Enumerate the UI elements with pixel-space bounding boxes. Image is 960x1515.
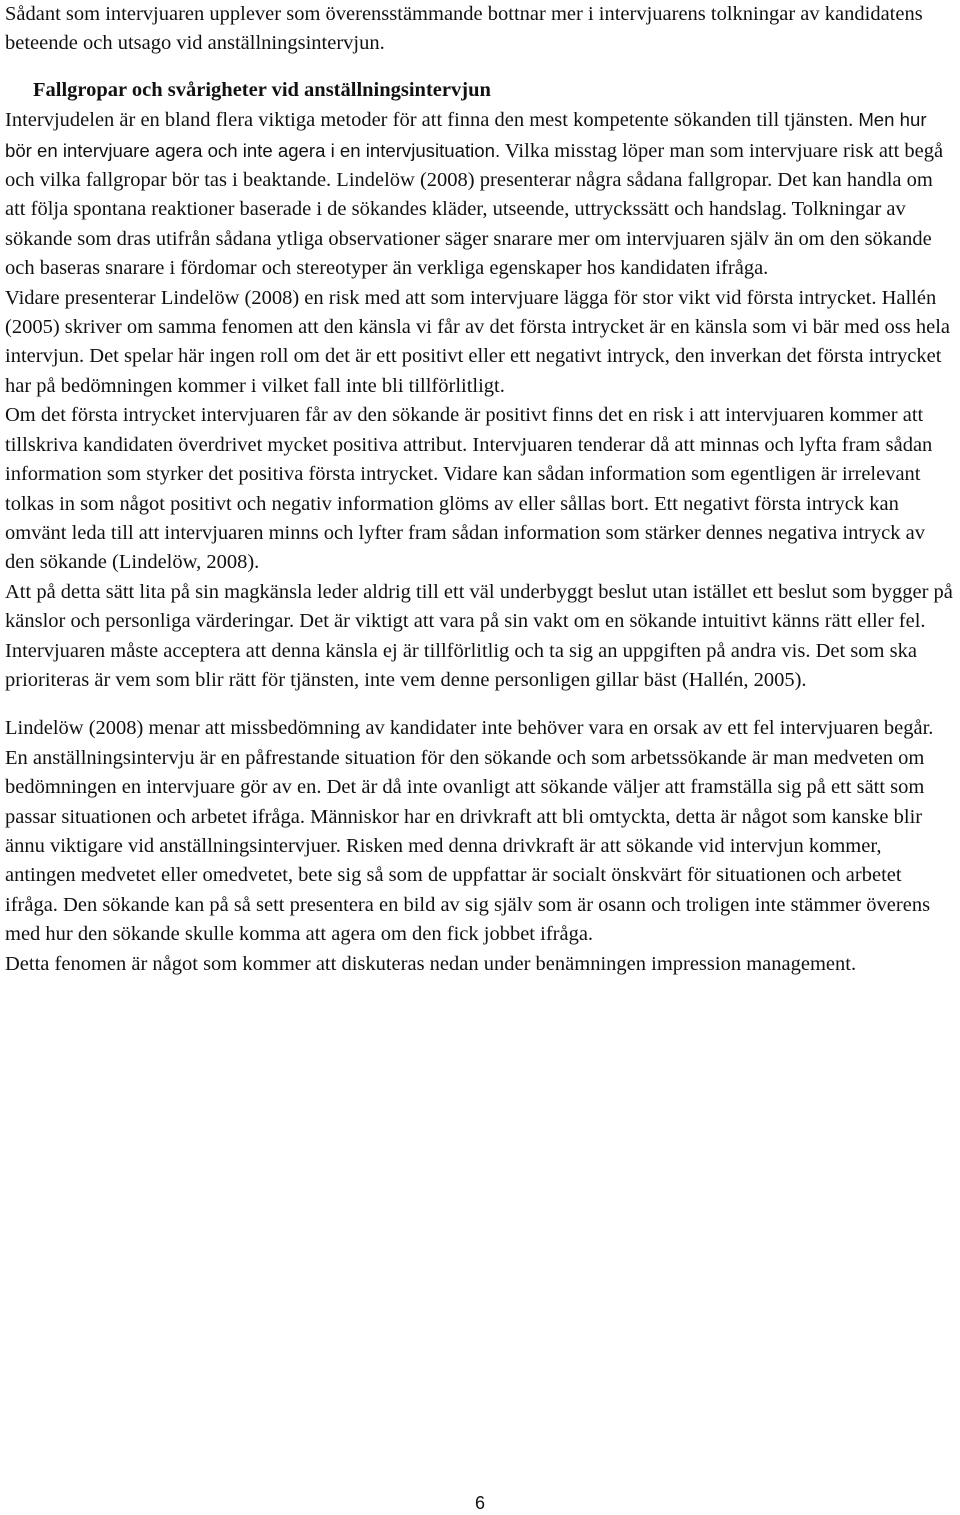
paragraph-5: Lindelöw (2008) menar att missbedömning av kandidater inte behöver vara en orsak av ett fel intervjuaren begår. En anställningsintervju är en påfrestande situation för den sökande och som arbetssökande är man medveten om bedömningen en intervjuare gör av en. Det är då inte ovanligt att sökande väljer att framställa sig på ett sätt som passar situationen och arbetet ifråga. Människor har en drivkraft att bli omtyckta, detta är något som kanske blir ännu viktigare vid anställningsintervjuer. Risken med denna drivkraft är att sökande vid intervjun kommer, antingen medvetet eller omedvetet, bete sig så som de uppfattar är socialt önskvärt för situationen och arbetet ifråga. Den sökande kan på så sett presentera en bild av sig själv som är osann och troligen inte stämmer överens med hur den sökande skulle komma att agera om den fick jobbet ifråga.	[5, 717, 934, 946]
paragraph-3: Om det första intrycket intervjuaren får av den sökande är positivt finns det en risk i att intervjuaren kommer att tillskriva kandidaten överdrivet mycket positiva attribut. Intervjuaren tenderar då att minnas och lyfta fram sådan information som styrker det positiva första intrycket. Vidare kan sådan information som egentligen är irrelevant tolkas in som något positivt och negativ information glöms av eller sållas bort. Ett negativt första intryck kan omvänt leda till att intervjuaren minns och lyfter fram sådan information som stärker dennes negativa intryck av den sökande (Lindelöw, 2008).	[5, 404, 933, 574]
paragraph-1-part-b: Men hur bör en intervjuare agera och inte agera i en intervjusituation.	[5, 109, 927, 161]
document-page	[5, 0, 957, 979]
paragraph-1-part-c: Vilka misstag löper man som intervjuare risk att begå och vilka fallgropar bör tas i beaktande. Lindelöw (2008) presenterar några sådana fallgropar. Det kan handla om att följa spontana reaktioner baserade i de sökandes kläder, utseende, uttryckssätt och handslag. Tolkningar av sökande som dras utifrån sådana ytliga observationer säger snarare mer om intervjuaren själv än om den sökande och baseras snarare i fördomar och stereotyper än verkliga egenskaper hos kandidaten ifråga.	[5, 139, 944, 280]
intro-paragraph: Sådant som intervjuaren upplever som överensstämmande bottnar mer i intervjuarens tolkningar av kandidatens beteende och utsago vid anställningsintervjun.	[5, 3, 923, 55]
paragraph-2: Vidare presenterar Lindelöw (2008) en risk med att som intervjuare lägga för stor vikt vid första intrycket. Hallén (2005) skriver om samma fenomen att den känsla vi får av det första intrycket är en känsla som vi bär med oss hela intervjun. Det spelar här ingen roll om det är ett positivt eller ett negativt intryck, den inverkan det första intrycket har på bedömningen kommer i vilket fall inte bli tillförlitligt.	[5, 286, 950, 397]
paragraph-6: Detta fenomen är något som kommer att diskuteras nedan under benämningen impression management.	[5, 952, 857, 975]
paragraph-4: Att på detta sätt lita på sin magkänsla leder aldrig till ett väl underbyggt beslut utan istället ett beslut som bygger på känslor och personliga värderingar. Det är viktigt att vara på sin vakt om en sökande intuitivt känns rätt eller fel. Intervjuaren måste acceptera att denna känsla ej är tillförlitlig och ta sig an uppgiften på andra vis. Det som ska prioriteras är vem som blir rätt för tjänsten, inte vem denne personligen gillar bäst (Hallén, 2005).	[5, 580, 953, 691]
page-number: 6	[474, 1493, 485, 1513]
paragraph-1	[5, 105, 957, 283]
paragraph-1-part-a: Intervjudelen är en bland flera viktiga metoder för att finna den mest kompetente sökanden till tjänsten.	[5, 109, 859, 132]
section-heading: Fallgropar och svårigheter vid anställningsintervjun	[33, 78, 491, 101]
